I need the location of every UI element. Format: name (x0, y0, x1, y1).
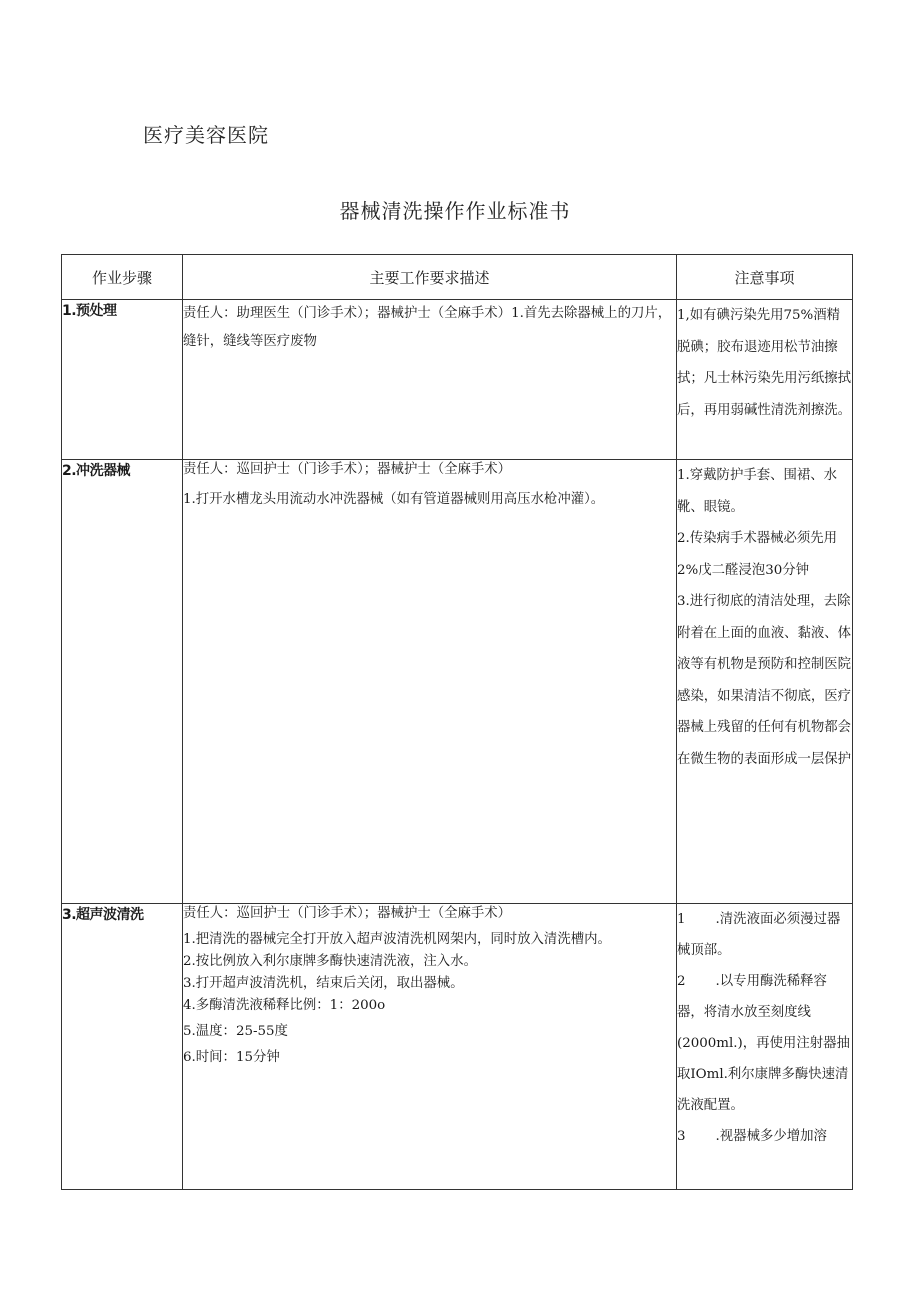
note-number: 3 (677, 1129, 686, 1144)
note-text: .以专用酶洗稀释容器，将清水放至刻度线(2000ml.)，再使用注射器抽取IOml.利尔康牌多酶快速清洗液配置。 (677, 974, 850, 1113)
note-text: .清洗液面必须漫过器械顶部。 (677, 912, 841, 958)
description-line: 责任人：巡回护士（门诊手术）；器械护士（全麻手术） (183, 462, 512, 477)
description-line: 6.时间：15分钟 (183, 1050, 280, 1065)
step-cell: 2.冲洗器械 (62, 460, 183, 904)
description-cell (183, 460, 677, 904)
table-row (62, 460, 853, 904)
note-line: 2.传染病手术器械必须先用2%戊二醛浸泡30分钟 (677, 531, 838, 578)
table-header-row (62, 255, 853, 300)
description-line: 1.打开水槽龙头用流动水冲洗器械（如有管道器械则用高压水枪冲灌）。 (183, 492, 605, 507)
column-header-step: 作业步骤 (62, 255, 183, 300)
description-line: 5.温度：25-55度 (183, 1024, 288, 1039)
note-line: 3.进行彻底的清洁处理，去除附着在上面的血液、黏液、体液等有机物是预防和控制医院感染，如果清洁不彻底，医疗器械上残留的任何有机物都会在微生物的表面形成一层保护 (677, 594, 852, 767)
notes-cell (677, 904, 853, 1190)
table-row (62, 300, 853, 460)
description-line: 2.按比例放入利尔康牌多酶快速清洗液，注入水。 (183, 954, 477, 969)
description-line: 3.打开超声波清洗机，结束后关闭，取出器械。 (183, 976, 464, 991)
column-header-description: 主要工作要求描述 (183, 255, 677, 300)
hospital-name: 医疗美容医院 (143, 123, 269, 147)
description-line: 责任人：巡回护士（门诊手术）；器械护士（全麻手术） (183, 906, 512, 921)
description-line: 4.多酶清洗液稀释比例：1：200o (183, 998, 386, 1013)
note-line: 1,如有碘污染先用75%酒精脱碘；胶布退迹用松节油擦拭；凡士林污染先用污纸擦拭后，再用弱碱性清洗剂擦洗。 (677, 308, 852, 418)
step-cell: 3.超声波清洗 (62, 904, 183, 1190)
description-cell (183, 300, 677, 460)
table-row (62, 904, 853, 1190)
note-line (677, 1121, 852, 1152)
step-cell: 1.预处理 (62, 300, 183, 460)
column-header-notes: 注意事项 (677, 255, 853, 300)
notes-cell (677, 460, 853, 904)
note-line (677, 904, 852, 966)
note-text: .视器械多少增加溶 (715, 1129, 827, 1144)
note-number: 2 (677, 974, 686, 989)
description-line: 责任人：助理医生（门诊手术）；器械护士（全麻手术）1.首先去除器械上的刀片，缝针，缝线等医疗废物 (183, 306, 672, 349)
document-title: 器械清洗操作作业标准书 (339, 199, 571, 223)
procedure-table (61, 254, 853, 1190)
description-line: 1.把清洗的器械完全打开放入超声波清洗机网架内，同时放入清洗槽内。 (183, 932, 611, 947)
note-line: 1.穿戴防护手套、围裙、水靴、眼镜。 (677, 468, 838, 515)
notes-cell (677, 300, 853, 460)
note-line (677, 966, 852, 1121)
description-cell (183, 904, 677, 1190)
note-number: 1 (677, 912, 686, 927)
